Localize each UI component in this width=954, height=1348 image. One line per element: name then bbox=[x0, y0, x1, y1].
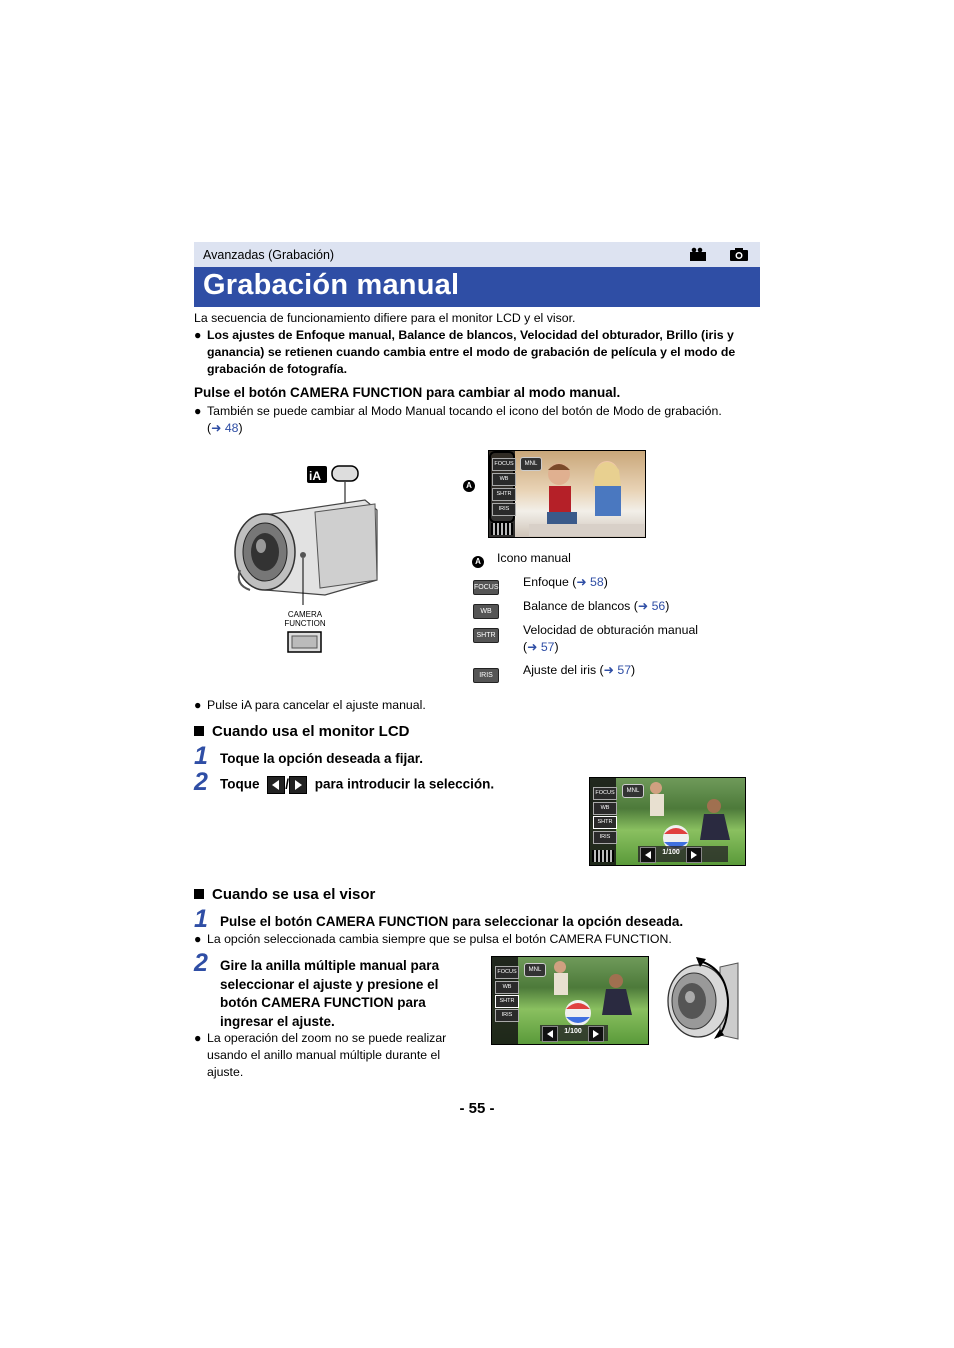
scroll-bar[interactable] bbox=[491, 523, 513, 535]
iris-icon: IRIS bbox=[473, 668, 499, 683]
page-link-56[interactable]: ➜ 56 bbox=[637, 599, 666, 613]
wb-button[interactable]: WB bbox=[492, 473, 516, 486]
intro-bullet-line: grabación de fotografía. bbox=[207, 362, 348, 376]
shtr-button-selected[interactable]: SHTR bbox=[495, 995, 519, 1008]
viewfinder-heading bbox=[194, 886, 375, 903]
cancel-note: ● Pulse iA para cancelar el ajuste manual. bbox=[194, 698, 426, 712]
vf-step1-num: 1 bbox=[194, 905, 208, 933]
shtr-button-selected[interactable]: SHTR bbox=[593, 816, 617, 829]
vf-step1-text: Pulse el botón CAMERA FUNCTION para seleccionar la opción deseada. bbox=[220, 914, 684, 929]
legend-text: Balance de blancos ( bbox=[523, 599, 638, 613]
shutter-value: 1/100 bbox=[662, 849, 680, 856]
wb-button[interactable]: WB bbox=[593, 802, 617, 815]
legend-marker-label: Icono manual bbox=[497, 551, 571, 565]
section-header bbox=[194, 242, 760, 267]
vf-step1-bullet: ● La opción seleccionada cambia siempre que se pulsa el botón CAMERA FUNCTION. bbox=[194, 932, 672, 946]
mnl-icon[interactable]: MNL bbox=[520, 457, 542, 471]
page-title: Grabación manual bbox=[203, 269, 460, 301]
shtr-button[interactable]: SHTR bbox=[492, 488, 516, 501]
scroll-bar[interactable] bbox=[592, 850, 614, 862]
paren: ) bbox=[238, 421, 243, 435]
photo-camera-icon bbox=[729, 247, 749, 267]
lcd-step2-text bbox=[220, 776, 494, 794]
legend-shtr-icon bbox=[473, 624, 499, 643]
vf-step2-line: botón CAMERA FUNCTION para bbox=[220, 995, 426, 1010]
focus-button[interactable]: FOCUS bbox=[492, 458, 516, 471]
vf-step1-bullet-text: La opción seleccionada cambia siempre que se pulsa el botón CAMERA FUNCTION. bbox=[207, 932, 672, 946]
vf-bullet-line: ajuste. bbox=[207, 1065, 244, 1079]
mnl-icon[interactable]: MNL bbox=[524, 963, 546, 977]
intro-text: La secuencia de funcionamiento difiere para el monitor LCD y el visor. bbox=[194, 311, 576, 325]
lcd-step2-num: 2 bbox=[194, 768, 208, 796]
page-link-57[interactable]: ➜ 57 bbox=[527, 640, 555, 654]
page-title-bar bbox=[194, 267, 760, 307]
page-number: - 55 - bbox=[459, 1100, 495, 1117]
legend-wb-icon bbox=[473, 600, 499, 619]
left-arrow-button[interactable] bbox=[542, 1026, 558, 1042]
page-link-57[interactable]: ➜ 57 bbox=[603, 663, 632, 677]
ia-label: iA bbox=[309, 469, 321, 483]
screen-photo-lcd bbox=[589, 777, 746, 866]
intro-bullet-line: ganancia) se retienen cuando cambia entre el modo de grabación de película y el modo de bbox=[207, 345, 736, 359]
paren: ) bbox=[665, 599, 670, 613]
left-arrow-button[interactable] bbox=[640, 847, 656, 863]
legend-wb-text bbox=[523, 598, 669, 615]
legend-iris-text bbox=[523, 662, 635, 679]
page-link-48[interactable]: ➜ 48 bbox=[211, 421, 239, 435]
legend-text: Enfoque ( bbox=[523, 575, 577, 589]
camera-function-l1: CAMERA bbox=[287, 610, 323, 619]
movie-camera-icon bbox=[689, 247, 707, 267]
vf-step2-num: 2 bbox=[194, 949, 208, 977]
paren: ) bbox=[631, 663, 636, 677]
legend-focus-icon bbox=[473, 576, 499, 595]
instruction-bullet-line: También se puede cambiar al Modo Manual tocando el icono del botón de Modo de grabación. bbox=[207, 404, 722, 418]
viewfinder-heading-text: Cuando se usa el visor bbox=[212, 886, 376, 903]
paren: ) bbox=[554, 640, 559, 654]
intro-bullet-line: Los ajustes de Enfoque manual, Balance de blancos, Velocidad del obturador, Brillo (iris y bbox=[207, 328, 734, 342]
instruction-bullet: ● También se puede cambiar al Modo Manual tocando el icono del botón de Modo de grabación. (➜ 48) bbox=[194, 403, 764, 437]
screen-photo-viewfinder bbox=[491, 956, 649, 1045]
iris-button[interactable]: IRIS bbox=[495, 1009, 519, 1022]
shutter-value: 1/100 bbox=[564, 1028, 582, 1035]
vf-bullet-line: usando el anillo manual múltiple durante el bbox=[207, 1048, 441, 1062]
paren: ( bbox=[523, 640, 528, 654]
lcd-step1-text: Toque la opción deseada a fijar. bbox=[220, 751, 424, 766]
section-label: Avanzadas (Grabación) bbox=[203, 248, 335, 262]
iris-button[interactable]: IRIS bbox=[492, 503, 516, 516]
paren: ( bbox=[207, 421, 212, 435]
step2-post: para introducir la selección. bbox=[314, 776, 495, 792]
legend-marker bbox=[472, 551, 484, 569]
intro-bullet: ● Los ajustes de Enfoque manual, Balance de blancos, Velocidad del obturador, Brillo (iris y ganancia) se retienen cuando cambia entre el modo de grabación de película y el modo de grabación de fotografía. bbox=[194, 327, 764, 378]
instruction-heading: Pulse el botón CAMERA FUNCTION para cambiar al modo manual. bbox=[194, 385, 621, 400]
vf-bullet-line: La operación del zoom no se puede realizar bbox=[207, 1031, 447, 1045]
camcorder-illustration bbox=[225, 460, 405, 660]
camera-function-label bbox=[281, 610, 329, 628]
lcd-heading bbox=[194, 723, 410, 740]
right-arrow-icon bbox=[289, 776, 307, 794]
shtr-icon: SHTR bbox=[473, 628, 499, 643]
mnl-icon[interactable]: MNL bbox=[622, 784, 644, 798]
vf-step2-line: ingresar el ajuste. bbox=[220, 1013, 335, 1029]
legend-text: Ajuste del iris ( bbox=[523, 663, 604, 677]
legend-shtr-text bbox=[523, 622, 698, 656]
iris-button[interactable]: IRIS bbox=[593, 831, 617, 844]
left-arrow-icon bbox=[267, 776, 285, 794]
step2-pre: Toque bbox=[220, 776, 260, 792]
vf-step2-line: seleccionar el ajuste y presione el bbox=[220, 976, 439, 992]
marker-a bbox=[463, 475, 475, 493]
focus-icon: FOCUS bbox=[473, 580, 499, 595]
screen-photo-manual-mode bbox=[488, 450, 646, 538]
focus-button[interactable]: FOCUS bbox=[593, 787, 617, 800]
vf-step2-bullet: ● La operación del zoom no se puede realizar usando el anillo manual múltiple durante el ajuste. bbox=[194, 1031, 447, 1079]
manual-ring-illustration bbox=[660, 955, 740, 1043]
focus-button[interactable]: FOCUS bbox=[495, 966, 519, 979]
paren: ) bbox=[603, 575, 608, 589]
camera-function-l2: FUNCTION bbox=[284, 619, 326, 628]
legend-text: Velocidad de obturación manual bbox=[523, 623, 699, 637]
wb-icon: WB bbox=[473, 604, 499, 619]
right-arrow-button[interactable] bbox=[686, 847, 702, 863]
lcd-step1-num: 1 bbox=[194, 742, 208, 770]
slash: / bbox=[285, 776, 290, 792]
legend-marker-badge: A bbox=[472, 556, 484, 568]
right-arrow-button[interactable] bbox=[588, 1026, 604, 1042]
wb-button[interactable]: WB bbox=[495, 981, 519, 994]
legend-focus-text bbox=[523, 574, 608, 591]
lcd-heading-text: Cuando usa el monitor LCD bbox=[212, 723, 410, 740]
page-link-58[interactable]: ➜ 58 bbox=[576, 575, 604, 589]
vf-step2-text bbox=[220, 957, 439, 1031]
marker-a-badge: A bbox=[463, 480, 475, 492]
legend-iris-icon bbox=[473, 664, 499, 683]
cancel-note-text: Pulse iA para cancelar el ajuste manual. bbox=[207, 698, 426, 712]
vf-step2-line: Gire la anilla múltiple manual para bbox=[220, 958, 440, 973]
